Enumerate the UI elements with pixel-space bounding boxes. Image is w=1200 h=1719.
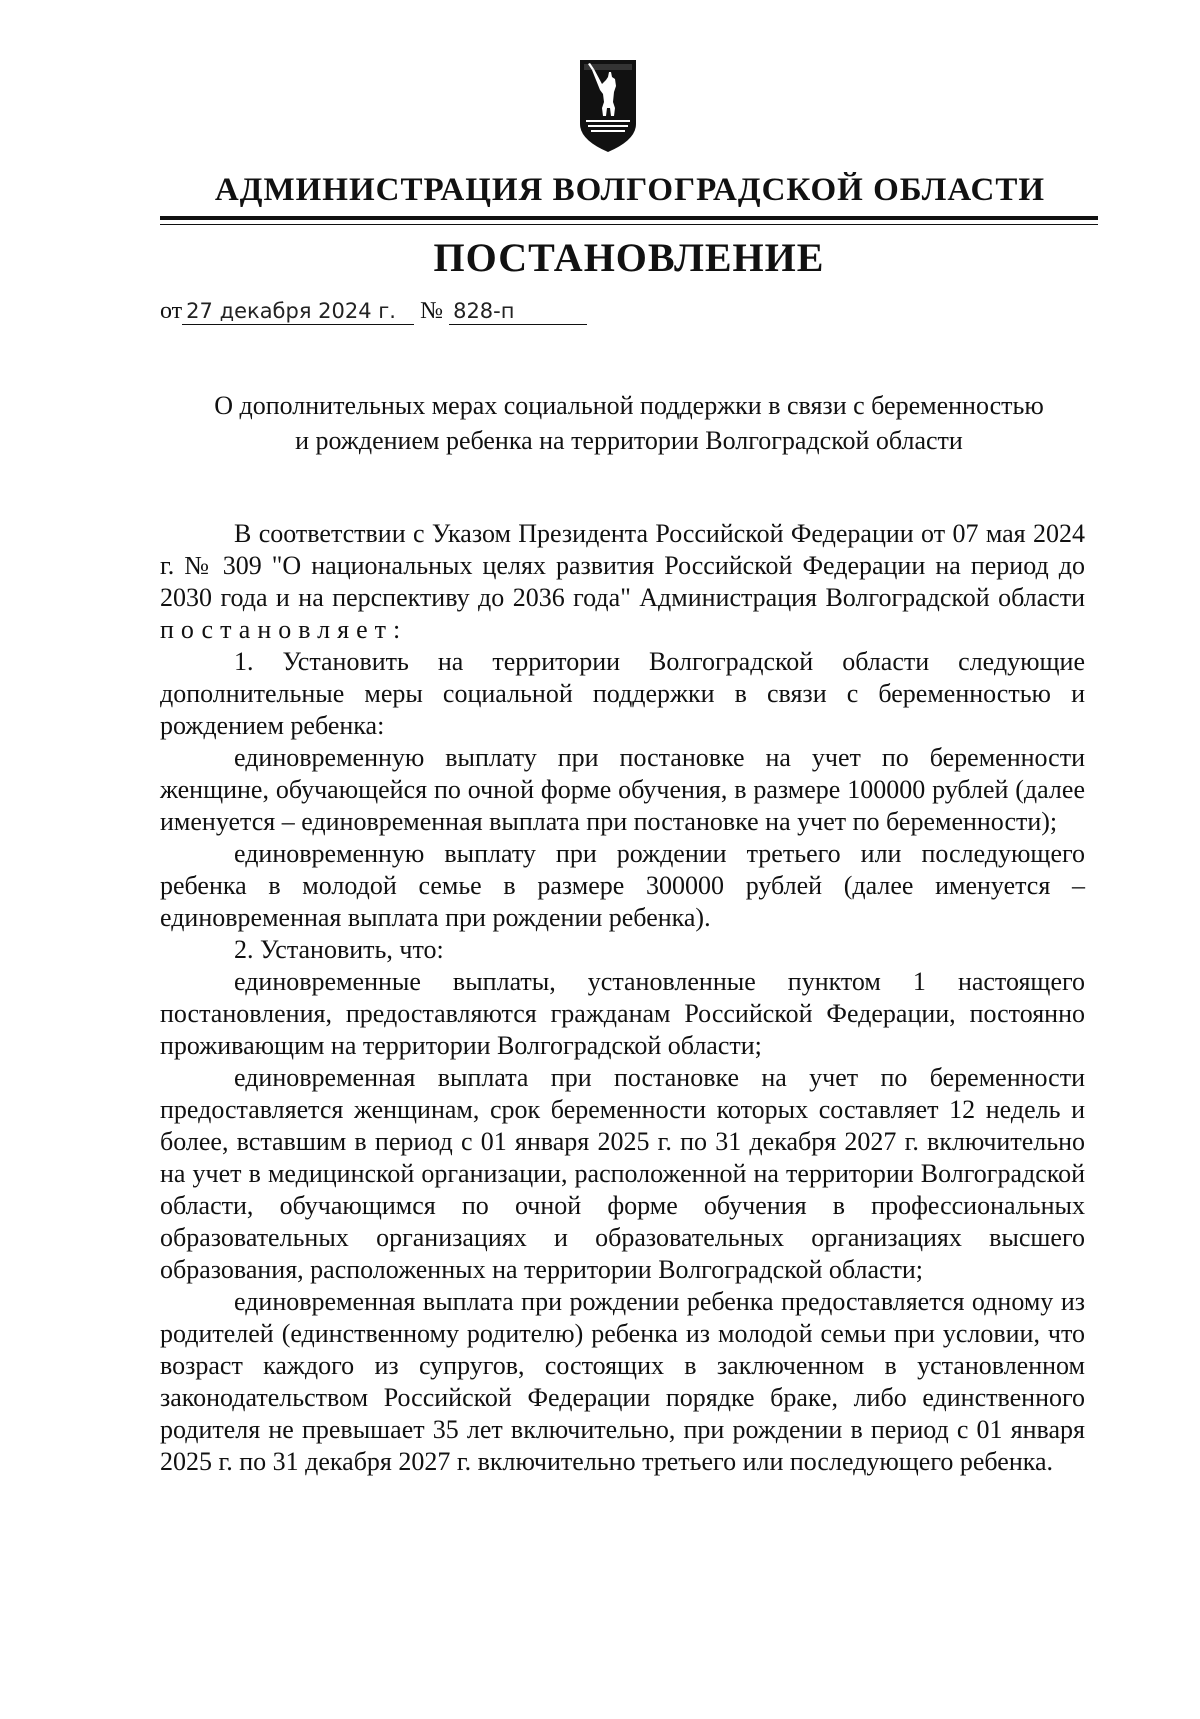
paragraph-2: 2. Установить, что: (234, 935, 444, 964)
document-type-title: ПОСТАНОВЛЕНИЕ (433, 235, 825, 280)
paragraph-2-a: единовременные выплаты, установленные пунктом 1 настоящего постановления, предоставляются гражданам Российской Федерации, постоянно проживающим на территории Волгоградской области; (160, 967, 1085, 1060)
document-subject (160, 388, 1098, 458)
document-number: 828-п (449, 298, 587, 325)
decree-word: постановляет: (160, 615, 408, 644)
preamble-text: В соответствии с Указом Президента Российской Федерации от 07 мая 2024 г. № 309 "О национальных целях развития Российской Федерации на период до 2030 года и на перспективу до 2036 года" Администрация Волгоградской области (160, 519, 1085, 612)
organization-title: АДМИНИСТРАЦИЯ ВОЛГОГРАДСКОЙ ОБЛАСТИ (214, 172, 1046, 208)
subject-line-1: О дополнительных мерах социальной поддержки в связи с беременностью (214, 391, 1044, 420)
document-body (160, 518, 1085, 1478)
number-prefix: № (420, 298, 444, 324)
header-rule-thin (160, 224, 1098, 225)
paragraph-1-a: единовременную выплату при постановке на учет по беременности женщине, обучающейся по очной форме обучения, в размере 100000 рублей (далее именуется – единовременная выплата при постановке на учет по беременности); (160, 743, 1085, 836)
paragraph-1-b: единовременную выплату при рождении третьего или последующего ребенка в молодой семье в размере 300000 рублей (далее именуется – единовременная выплата при рождении ребенка). (160, 839, 1085, 932)
date-number-line (160, 296, 587, 326)
document-date: 27 декабря 2024 г. (182, 298, 414, 325)
volgograd-coat-of-arms-icon (578, 58, 638, 154)
paragraph-2-b: единовременная выплата при постановке на учет по беременности предоставляется женщинам, срок беременности которых составляет 12 недель и более, вставшим в период с 01 января 2025 г. по 31 декабря 2027 г. включительно на учет в медицинской организации, расположенной на территории Волгоградской области, обучающимся по очной форме обучения в профессиональных образовательных организациях и образовательных организациях высшего образования, расположенных на территории Волгоградской области; (160, 1063, 1085, 1284)
preamble-paragraph (160, 518, 1085, 646)
paragraph-1: 1. Установить на территории Волгоградской области следующие дополнительные меры социальной поддержки в связи с беременностью и рождением ребенка: (160, 647, 1085, 740)
paragraph-2-c: единовременная выплата при рождении ребенка предоставляется одному из родителей (единственному родителю) ребенка из молодой семьи при условии, что возраст каждого из супругов, состоящих в заключенном в установленном законодательством Российской Федерации порядке браке, либо единственного родителя не превышает 35 лет включительно, при рождении в период с 01 января 2025 г. по 31 декабря 2027 г. включительно третьего или последующего ребенка. (160, 1287, 1085, 1476)
subject-line-2: и рождением ребенка на территории Волгоградской области (295, 426, 963, 455)
header-rule-thick (160, 216, 1098, 220)
date-prefix: от (160, 298, 183, 324)
